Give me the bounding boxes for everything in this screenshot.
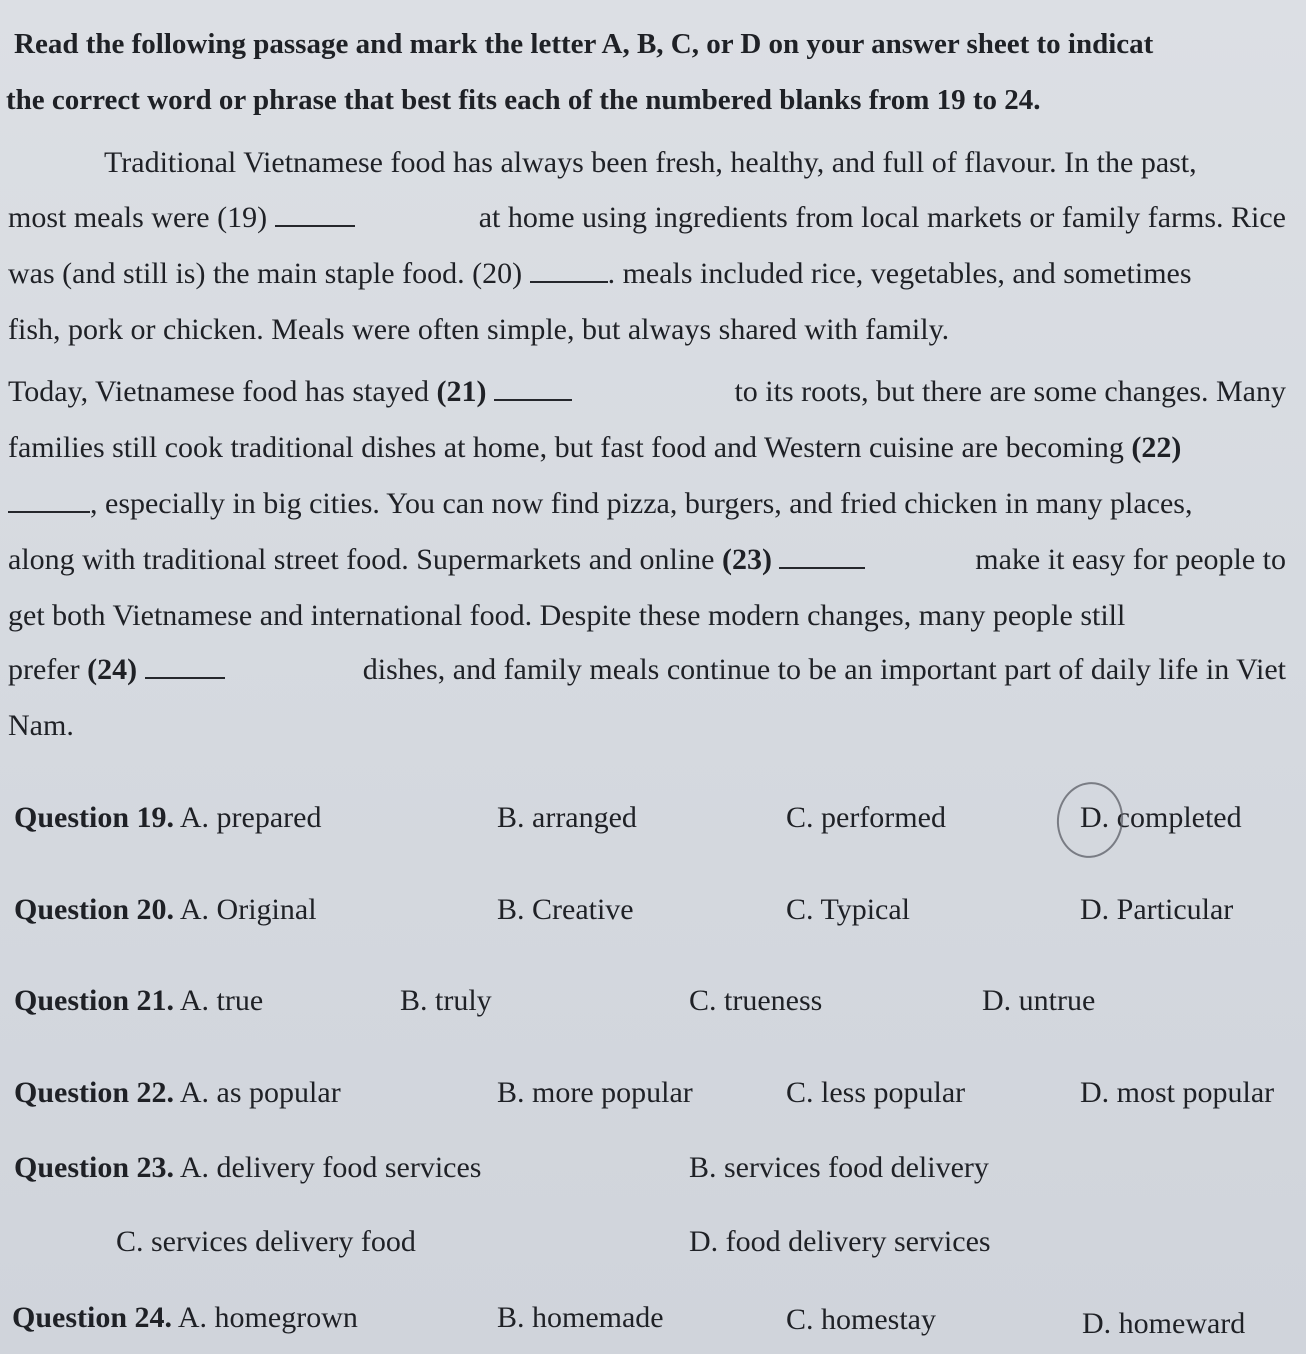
option-c[interactable]: C. performed [786, 801, 946, 834]
option-b[interactable]: B. arranged [497, 801, 637, 834]
option-a[interactable]: A. Original [179, 893, 317, 926]
option-c[interactable]: C. services delivery food [116, 1225, 416, 1258]
question-22-label: Question 22. A. as popular [14, 1076, 341, 1109]
passage-line: , especially in big cities. You can now find pizza, burgers, and fried chicken in many places, [8, 484, 1286, 524]
question-23-label: Question 23. A. delivery food services [14, 1151, 482, 1184]
option-c[interactable]: C. less popular [786, 1076, 966, 1109]
passage-line: Nam. [8, 709, 74, 742]
passage-text: along with traditional street food. Supermarkets and online (23) [8, 540, 865, 580]
passage-line: families still cook traditional dishes at home, but fast food and Western cuisine are becoming (22) [8, 431, 1182, 464]
option-a[interactable]: A. as popular [179, 1076, 341, 1109]
option-b[interactable]: B. homemade [497, 1301, 664, 1334]
question-21-label: Question 21. A. true [14, 984, 264, 1017]
passage-text: was (and still is) the main staple food. (20) . meals included rice, vegetables, and sometimes [8, 257, 1192, 290]
question-24-label: Question 24. A. homegrown [12, 1301, 358, 1334]
option-b[interactable]: B. truly [400, 984, 492, 1017]
instructions-line-1: Read the following passage and mark the letter A, B, C, or D on your answer sheet to indicat [14, 28, 1154, 60]
option-c[interactable]: C. homestay [786, 1303, 936, 1336]
passage-text: prefer (24) [8, 650, 225, 690]
option-d[interactable]: D. untrue [982, 984, 1096, 1017]
option-a[interactable]: A. homegrown [177, 1301, 358, 1334]
option-d[interactable]: D. most popular [1080, 1076, 1275, 1109]
option-b[interactable]: B. services food delivery [689, 1151, 989, 1184]
passage-text: Today, Vietnamese food has stayed (21) [8, 372, 572, 412]
passage-line [8, 254, 1286, 294]
option-b[interactable]: B. more popular [497, 1076, 693, 1109]
option-d[interactable]: D. completed [1080, 801, 1242, 834]
blank-19 [275, 203, 355, 227]
instructions-line-2: the correct word or phrase that best fits each of the numbered blanks from 19 to 24. [6, 84, 1041, 116]
blank-22 [8, 489, 90, 513]
option-d[interactable]: D. food delivery services [689, 1225, 991, 1258]
option-a[interactable]: A. prepared [179, 801, 322, 834]
passage-line: Traditional Vietnamese food has always been fresh, healthy, and full of flavour. In the past, [104, 146, 1197, 179]
option-a[interactable]: A. delivery food services [179, 1151, 482, 1184]
passage-text: make it easy for people to [975, 543, 1286, 576]
option-a[interactable]: A. true [179, 984, 264, 1017]
blank-24 [145, 655, 225, 679]
blank-20 [530, 259, 608, 283]
option-d[interactable]: D. homeward [1082, 1307, 1246, 1340]
answer-circle-mark [1052, 778, 1128, 862]
blank-23 [779, 545, 865, 569]
passage-text: most meals were (19) [8, 198, 355, 238]
option-c[interactable]: C. trueness [689, 984, 823, 1017]
passage-line: get both Vietnamese and international food. Despite these modern changes, many people still [8, 599, 1126, 632]
option-d[interactable]: D. Particular [1080, 893, 1234, 926]
passage-text: dishes, and family meals continue to be an important part of daily life in Viet [362, 653, 1286, 686]
passage-line [8, 540, 1286, 580]
passage-line [8, 650, 1286, 690]
blank-21 [494, 377, 572, 401]
passage-text: at home using ingredients from local markets or family farms. Rice [478, 201, 1286, 234]
passage-line [8, 372, 1286, 412]
question-19-label: Question 19. A. prepared [14, 801, 322, 834]
passage-text: to its roots, but there are some changes. Many [734, 375, 1286, 408]
option-b[interactable]: B. Creative [497, 893, 634, 926]
passage-line: fish, pork or chicken. Meals were often simple, but always shared with family. [8, 313, 950, 346]
passage-line [8, 198, 1286, 238]
question-20-label: Question 20. A. Original [14, 893, 317, 926]
option-c[interactable]: C. Typical [786, 893, 910, 926]
